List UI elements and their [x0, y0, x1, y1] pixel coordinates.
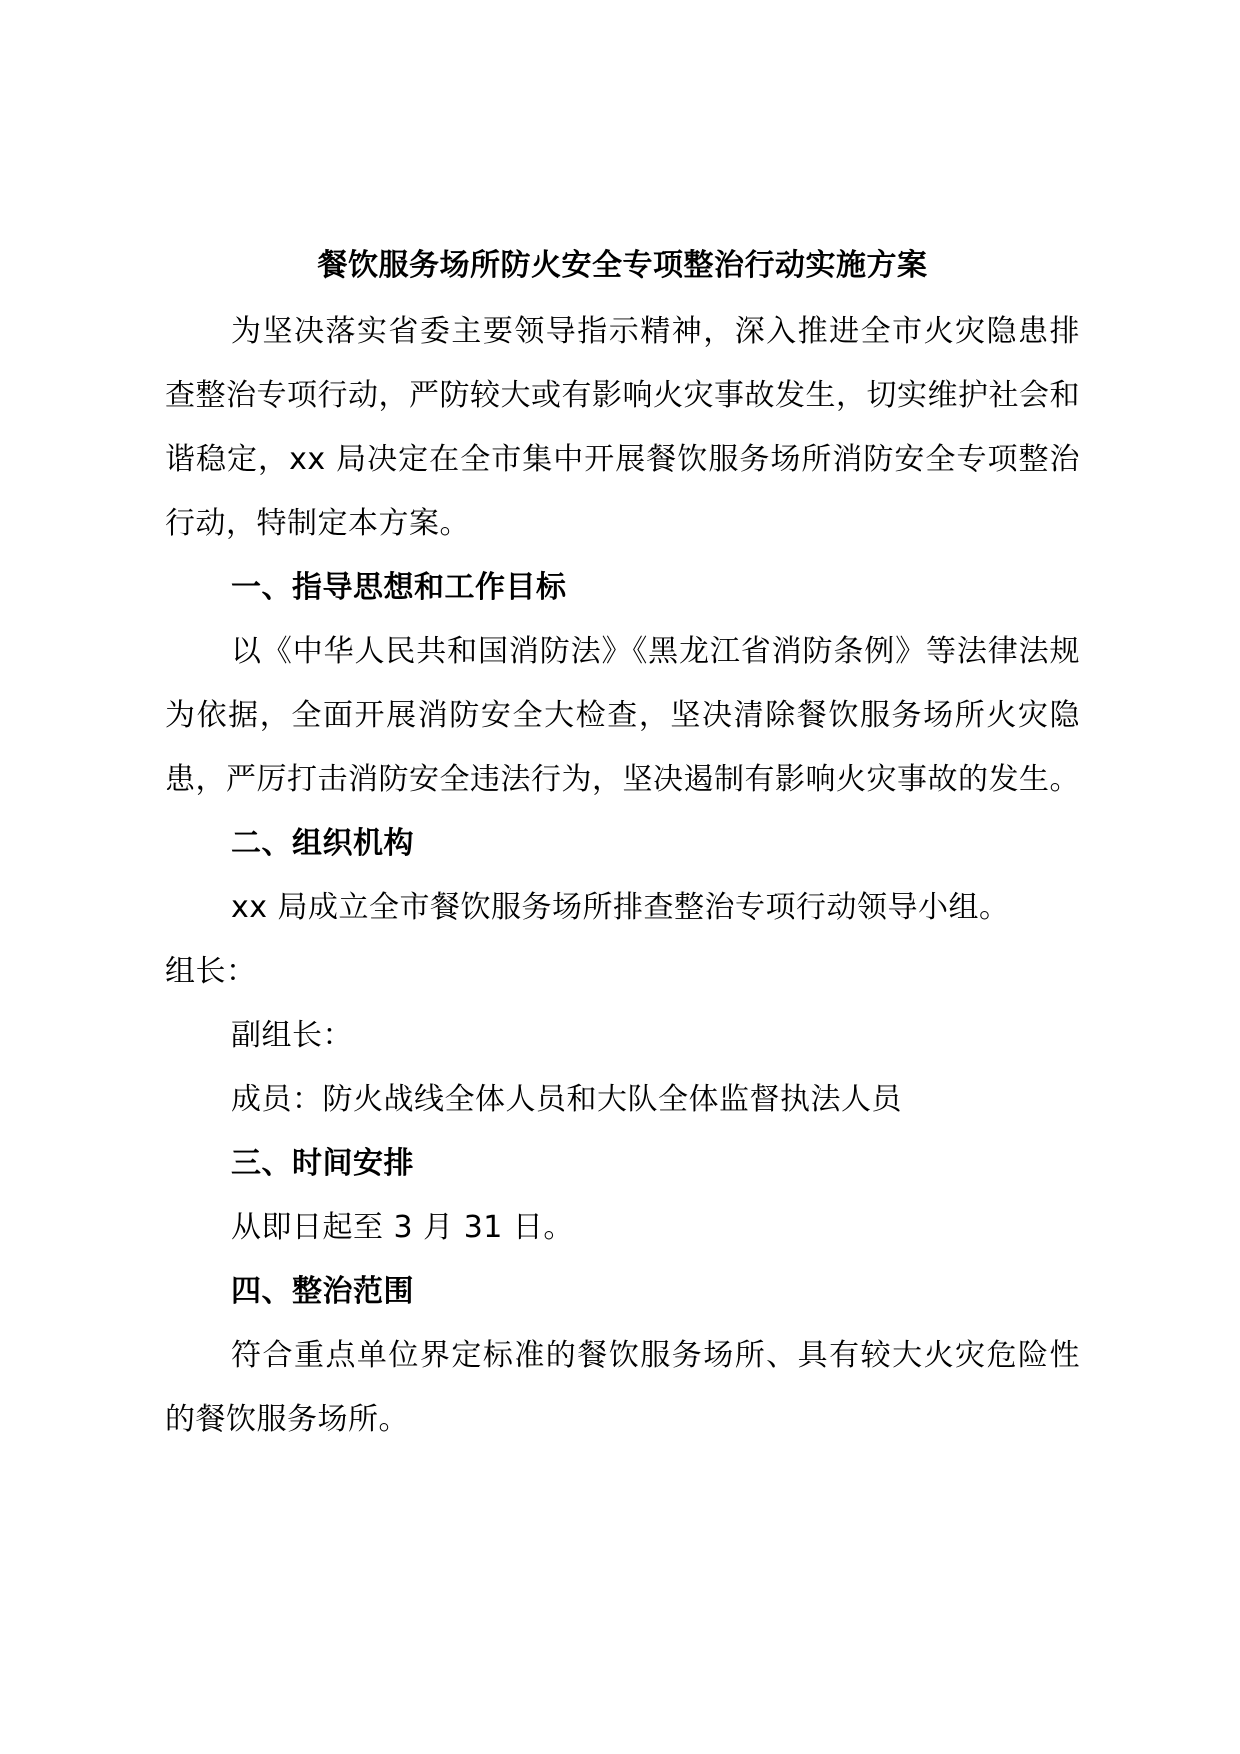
- team-leader-line: 组长：: [165, 954, 257, 989]
- section-body-scope: 符合重点单位界定标准的餐饮服务场所、具有较大火灾危险性的餐饮服务场所。: [165, 1338, 1080, 1437]
- section-heading-guiding-ideology: 一、指导思想和工作目标: [231, 570, 567, 605]
- section-heading-scope: 四、整治范围: [231, 1274, 414, 1309]
- section-heading-organization: 二、组织机构: [231, 826, 414, 861]
- deputy-leader-line: 副组长：: [231, 1018, 353, 1053]
- document-body: [165, 240, 1080, 1452]
- section-heading-schedule: 三、时间安排: [231, 1146, 414, 1181]
- intro-paragraph: 为坚决落实省委主要领导指示精神，深入推进全市火灾隐患排查整治专项行动，严防较大或有影响火灾事故发生，切实维护社会和谐稳定，xx 局决定在全市集中开展餐饮服务场所消防安全专项整治行动，特制定本方案。: [165, 314, 1080, 541]
- document-title: 餐饮服务场所防火安全专项整治行动实施方案: [317, 248, 928, 283]
- members-line: 成员：防火战线全体人员和大队全体监督执法人员: [231, 1082, 902, 1117]
- section-body-organization: xx 局成立全市餐饮服务场所排查整治专项行动领导小组。: [231, 890, 1010, 925]
- section-body-guiding-ideology: 以《中华人民共和国消防法》《黑龙江省消防条例》等法律法规为依据，全面开展消防安全大检查，坚决清除餐饮服务场所火灾隐患，严厉打击消防安全违法行为，坚决遏制有影响火灾事故的发生。: [165, 634, 1080, 797]
- section-body-schedule: 从即日起至 3 月 31 日。: [231, 1210, 574, 1245]
